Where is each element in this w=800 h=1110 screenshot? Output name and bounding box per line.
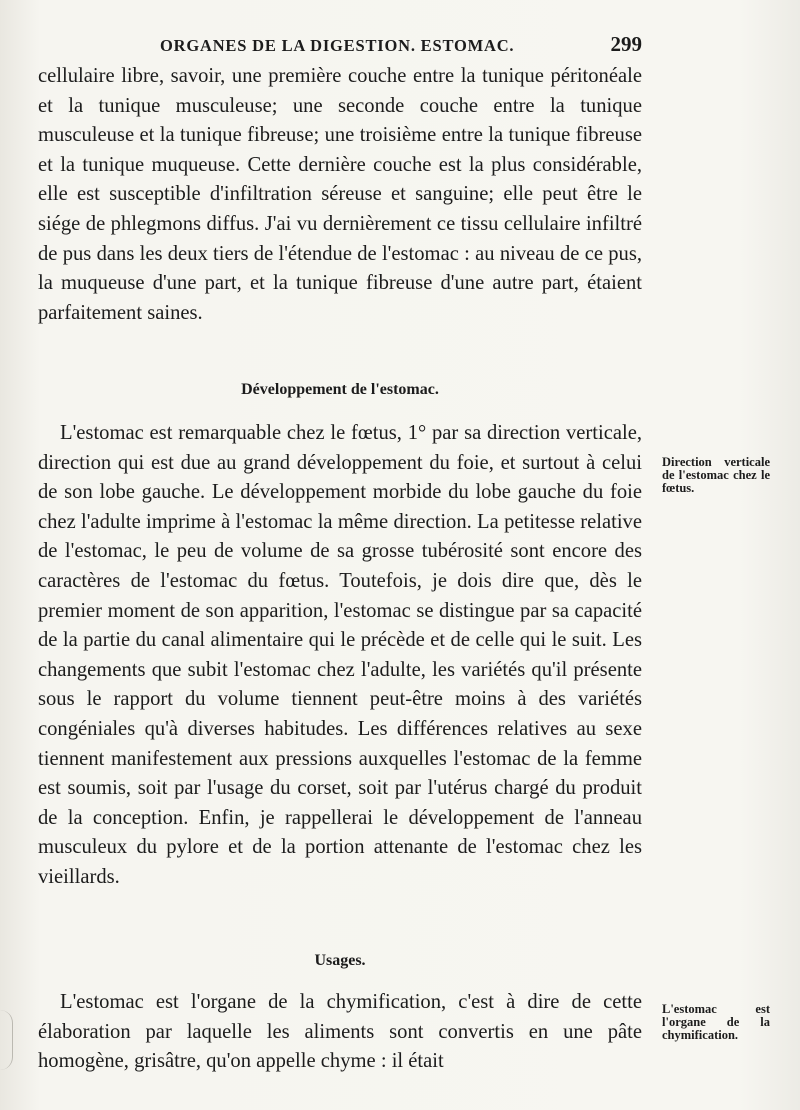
section-heading-usages: Usages. bbox=[314, 952, 366, 969]
paragraph-usages: L'estomac est l'organe de la chymification, c'est à dire de cette élaboration par laquelle les aliments sont convertis en une pâte homogène, grisâtre, qu'on appelle chyme : il était bbox=[38, 991, 642, 1073]
body-text-development bbox=[38, 419, 642, 893]
running-head: ORGANES DE LA DIGESTION. ESTOMAC. bbox=[160, 36, 515, 55]
body-text-continuation bbox=[38, 62, 642, 328]
page-edge-shadow bbox=[0, 1010, 13, 1070]
margin-note-direction: Direction verticale de l'estomac chez le fœtus. bbox=[662, 455, 770, 495]
body-text-usages bbox=[38, 988, 642, 1077]
section-heading-development: Développement de l'estomac. bbox=[241, 381, 439, 398]
page-header bbox=[160, 32, 642, 58]
paragraph-cellular-layers: cellulaire libre, savoir, une première couche entre la tunique péritonéale et la tunique musculeuse; une seconde couche entre la tunique musculeuse et la tunique fibreuse; une troisième entre la tunique fibreuse et la tunique muqueuse. Cette dernière couche est la plus considérable, elle est susceptible d'infiltration séreuse et sanguine; elle peut être le siége de phlegmons diffus. J'ai vu dernièrement ce tissu cellulaire infiltré de pus dans les deux tiers de l'étendue de l'estomac : au niveau de ce pus, la muqueuse d'une part, et la tunique fibreuse d'une autre part, étaient parfaitement saines. bbox=[38, 65, 642, 324]
page-number: 299 bbox=[610, 32, 642, 56]
margin-note-chymification: L'estomac est l'organe de la chymification. bbox=[662, 1002, 770, 1042]
paragraph-development: L'estomac est remarquable chez le fœtus, 1° par sa direction verticale, direction qui est due au grand développement du foie, et surtout à celui de son lobe gauche. Le développement morbide du lobe gauche du foie chez l'adulte imprime à l'estomac la même direction. La petitesse relative de l'estomac, le peu de volume de sa grosse tubérosité sont encore des caractères de l'estomac du fœtus. Toutefois, je dois dire que, dès le premier moment de son apparition, l'estomac se distingue par sa capacité de la partie du canal alimentaire qui le précède et de celle qui le suit. Les changements que subit l'estomac chez l'adulte, les variétés qu'il présente sous le rapport du volume tiennent peut-être moins à des variétés congéniales qu'à diverses habitudes. Les différences relatives au sexe tiennent manifestement aux pressions auxquelles l'estomac de la femme est soumis, soit par l'usage du corset, soit par l'utérus chargé du produit de la conception. Enfin, je rappellerai le développement de l'anneau musculeux du pylore et de la portion attenante de l'estomac chez les vieillards. bbox=[38, 422, 642, 888]
